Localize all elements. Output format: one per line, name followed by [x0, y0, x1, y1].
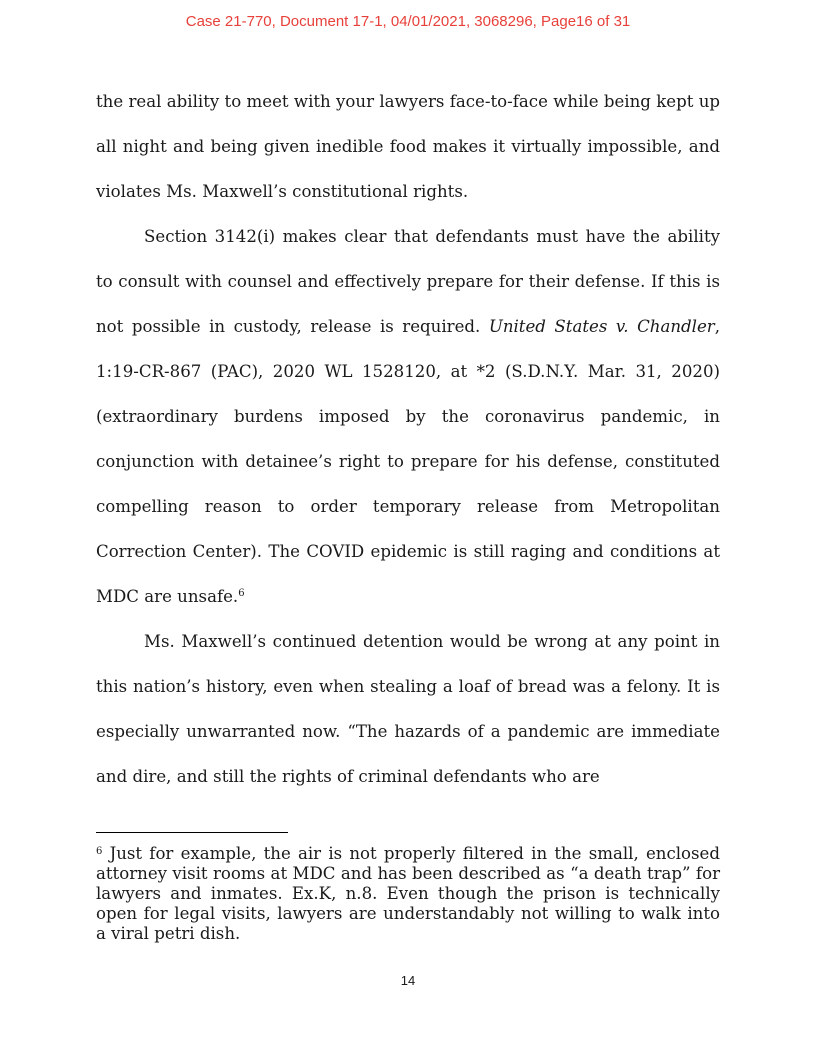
paragraph-3: Ms. Maxwell’s continued detention would be wrong at any point in this nation’s history, even when stealing a loaf of bread was a felony. It is especially unwarranted now. “The hazards of a pandemic are immediate and dire, and still the rights of criminal defendants who are [96, 632, 720, 786]
paragraph-1: the real ability to meet with your lawyers face-to-face while being kept up all night and being given inedible food makes it virtually impossible, and violates Ms. Maxwell’s constitutional rights. [96, 92, 720, 201]
paragraph-2-text-a: Section 3142(i) makes clear that defendants must have the ability to consult with counsel and effectively prepare for their defense. If this is not possible in custody, release is required. [96, 227, 720, 336]
paragraph-2 [96, 214, 720, 619]
footnote-number: 6 [96, 846, 103, 857]
case-header: Case 21-770, Document 17-1, 04/01/2021, 3068296, Page16 of 31 [185, 13, 631, 30]
footnote-text: Just for example, the air is not properly filtered in the small, enclosed attorney visit rooms at MDC and has been described as “a death trap” for lawyers and inmates. Ex.K, n.8. Even though the prison is technically open for legal visits, lawyers are understandably not willing to walk into a viral petri dish. [96, 844, 720, 943]
paragraph-2-text-b: , 1:19-CR-867 (PAC), 2020 WL 1528120, at *2 (S.D.N.Y. Mar. 31, 2020) (extraordinary burdens imposed by the coronavirus pandemic, in conjunction with detainee’s right to prepare for his defense, constituted compelling reason to order temporary release from Metropolitan Correction Center). The COVID epidemic is still raging and conditions at MDC are unsafe. [96, 317, 721, 606]
page-number: 14 [400, 973, 416, 988]
case-citation: United States v. Chandler [488, 317, 715, 336]
footnote-divider [96, 832, 288, 833]
body-text [96, 79, 720, 799]
footnote-reference[interactable]: 6 [238, 588, 245, 599]
footnote [96, 842, 720, 944]
